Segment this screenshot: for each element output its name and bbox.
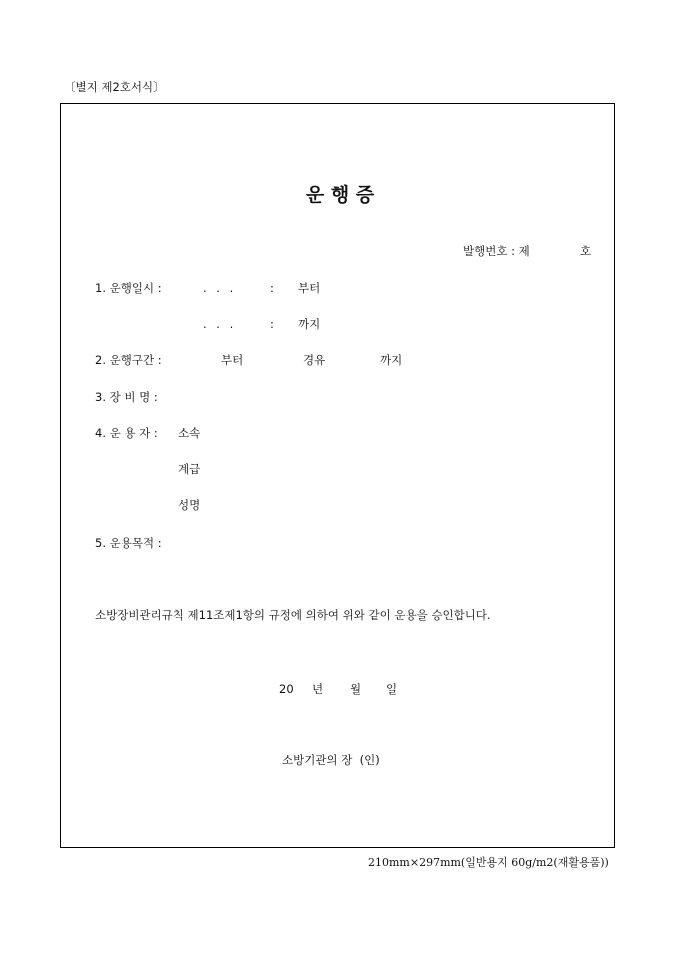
date-day-word: 일	[386, 682, 398, 696]
operator-rank-label: 계급	[178, 462, 201, 476]
purpose-label: 5. 운용목적 :	[95, 536, 162, 550]
date-from-dots: . . .	[203, 281, 237, 295]
paper-spec-footer: 210mm×297mm(일반용지 60g/m2(재활용품))	[368, 856, 609, 869]
operator-affiliation-label: 소속	[178, 426, 201, 440]
issue-number-label: 발행번호 : 제	[463, 244, 530, 258]
operator-name-label: 성명	[178, 498, 201, 512]
route-from-word: 부터	[221, 353, 244, 367]
equipment-label: 3. 장 비 명 :	[95, 390, 158, 404]
date-label: 1. 운행일시 :	[95, 281, 162, 295]
date-year-word: 년	[312, 682, 324, 696]
date-month-word: 월	[350, 682, 362, 696]
route-to-word: 까지	[380, 353, 403, 367]
issue-number-suffix: 호	[580, 244, 592, 258]
operator-label: 4. 운 용 자 :	[95, 426, 158, 440]
form-frame	[60, 103, 615, 848]
route-label: 2. 운행구간 :	[95, 353, 162, 367]
approval-statement: 소방장비관리규칙 제11조제1항의 규정에 의하여 위와 같이 운용을 승인합니다.	[95, 608, 491, 622]
date-to-dots: . . .	[203, 317, 237, 331]
date-year-prefix: 20	[279, 682, 294, 696]
signature-line: 소방기관의 장 (인)	[282, 753, 380, 767]
date-to-colon: :	[270, 317, 274, 331]
document-title: 운 행 증	[305, 184, 375, 206]
route-via-word: 경유	[303, 353, 326, 367]
date-from-colon: :	[270, 281, 274, 295]
date-from-word: 부터	[298, 281, 321, 295]
form-number-label: 〔별지 제2호서식〕	[64, 80, 165, 94]
date-to-word: 까지	[298, 317, 321, 331]
